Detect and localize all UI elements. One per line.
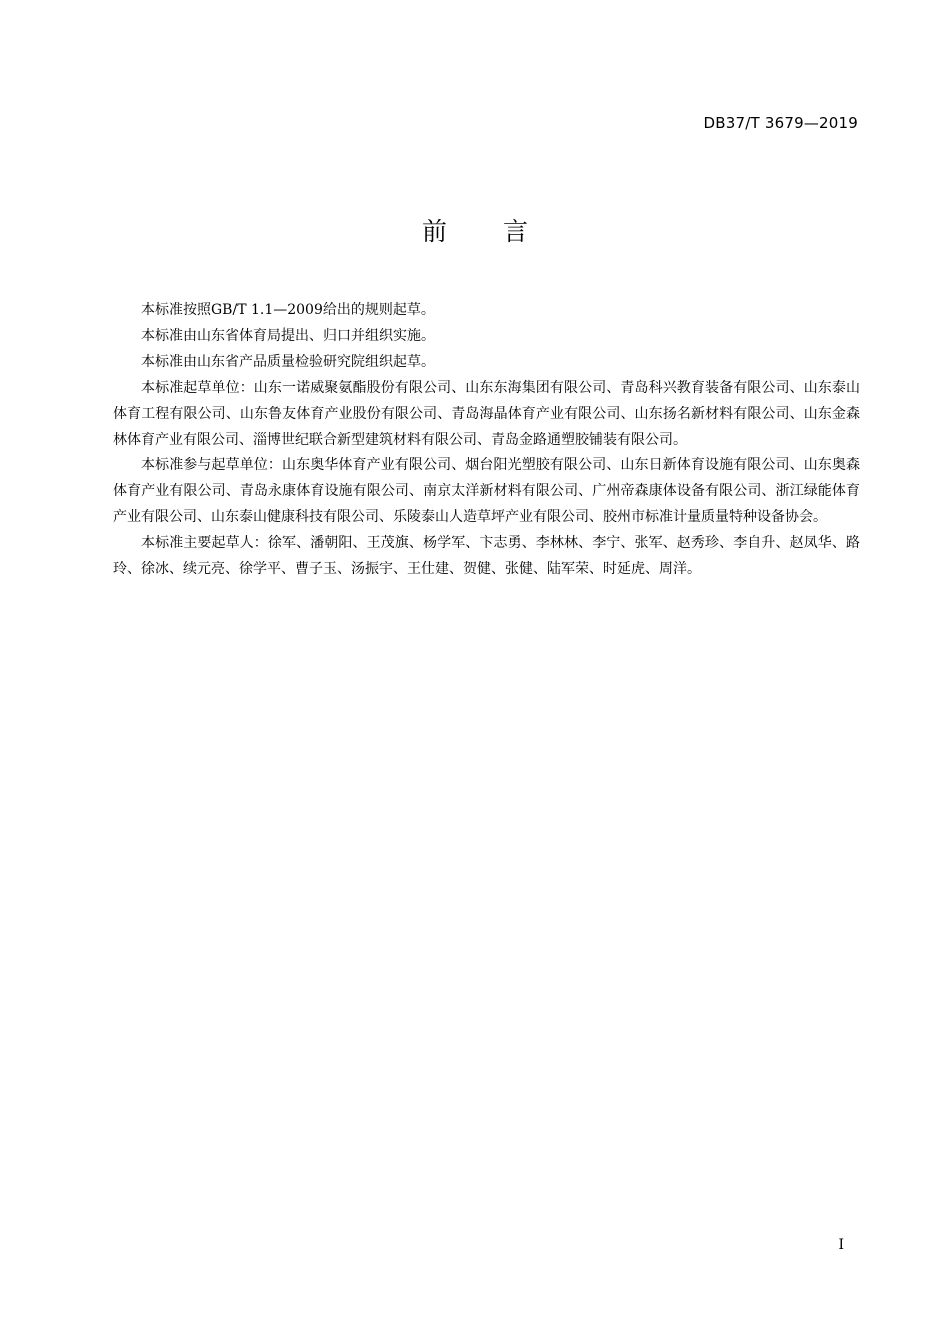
paragraph-main-drafters: 本标准主要起草人：徐军、潘朝阳、王茂旗、杨学军、卞志勇、李林林、李宁、张军、赵秀珍、李自升、赵凤华、路玲、徐冰、续元亮、徐学平、曹子玉、汤振宇、王仕建、贺健、张健、陆军荣、时延虎、周洋。 [113,535,860,578]
paragraph-drafting-rules: 本标准按照GB/T 1.1—2009给出的规则起草。 [141,302,435,318]
standard-code: DB37/T 3679—2019 [703,114,858,132]
section-title-char-1: 前 [421,217,447,246]
foreword-body [113,298,860,583]
paragraph-proposer: 本标准由山东省体育局提出、归口并组织实施。 [141,327,435,344]
page-number: I [838,1237,844,1253]
paragraph-organizer: 本标准由山东省产品质量检验研究院组织起草。 [141,353,435,370]
section-title [0,212,950,248]
paragraph-drafting-units: 本标准起草单位：山东一诺威聚氨酯股份有限公司、山东东海集团有限公司、青岛科兴教育装备有限公司、山东泰山体育工程有限公司、山东鲁友体育产业股份有限公司、青岛海晶体育产业有限公司、山东扬名新材料有限公司、山东金森林体育产业有限公司、淄博世纪联合新型建筑材料有限公司、青岛金路通塑胶铺装有限公司。 [113,379,860,448]
paragraph-participating-units: 本标准参与起草单位：山东奥华体育产业有限公司、烟台阳光塑胶有限公司、山东日新体育设施有限公司、山东奥森体育产业有限公司、青岛永康体育设施有限公司、南京太洋新材料有限公司、广州帝森康体设备有限公司、浙江绿能体育产业有限公司、山东泰山健康科技有限公司、乐陵泰山人造草坪产业有限公司、胶州市标准计量质量特种设备协会。 [113,457,860,526]
section-title-char-2: 言 [503,217,529,246]
